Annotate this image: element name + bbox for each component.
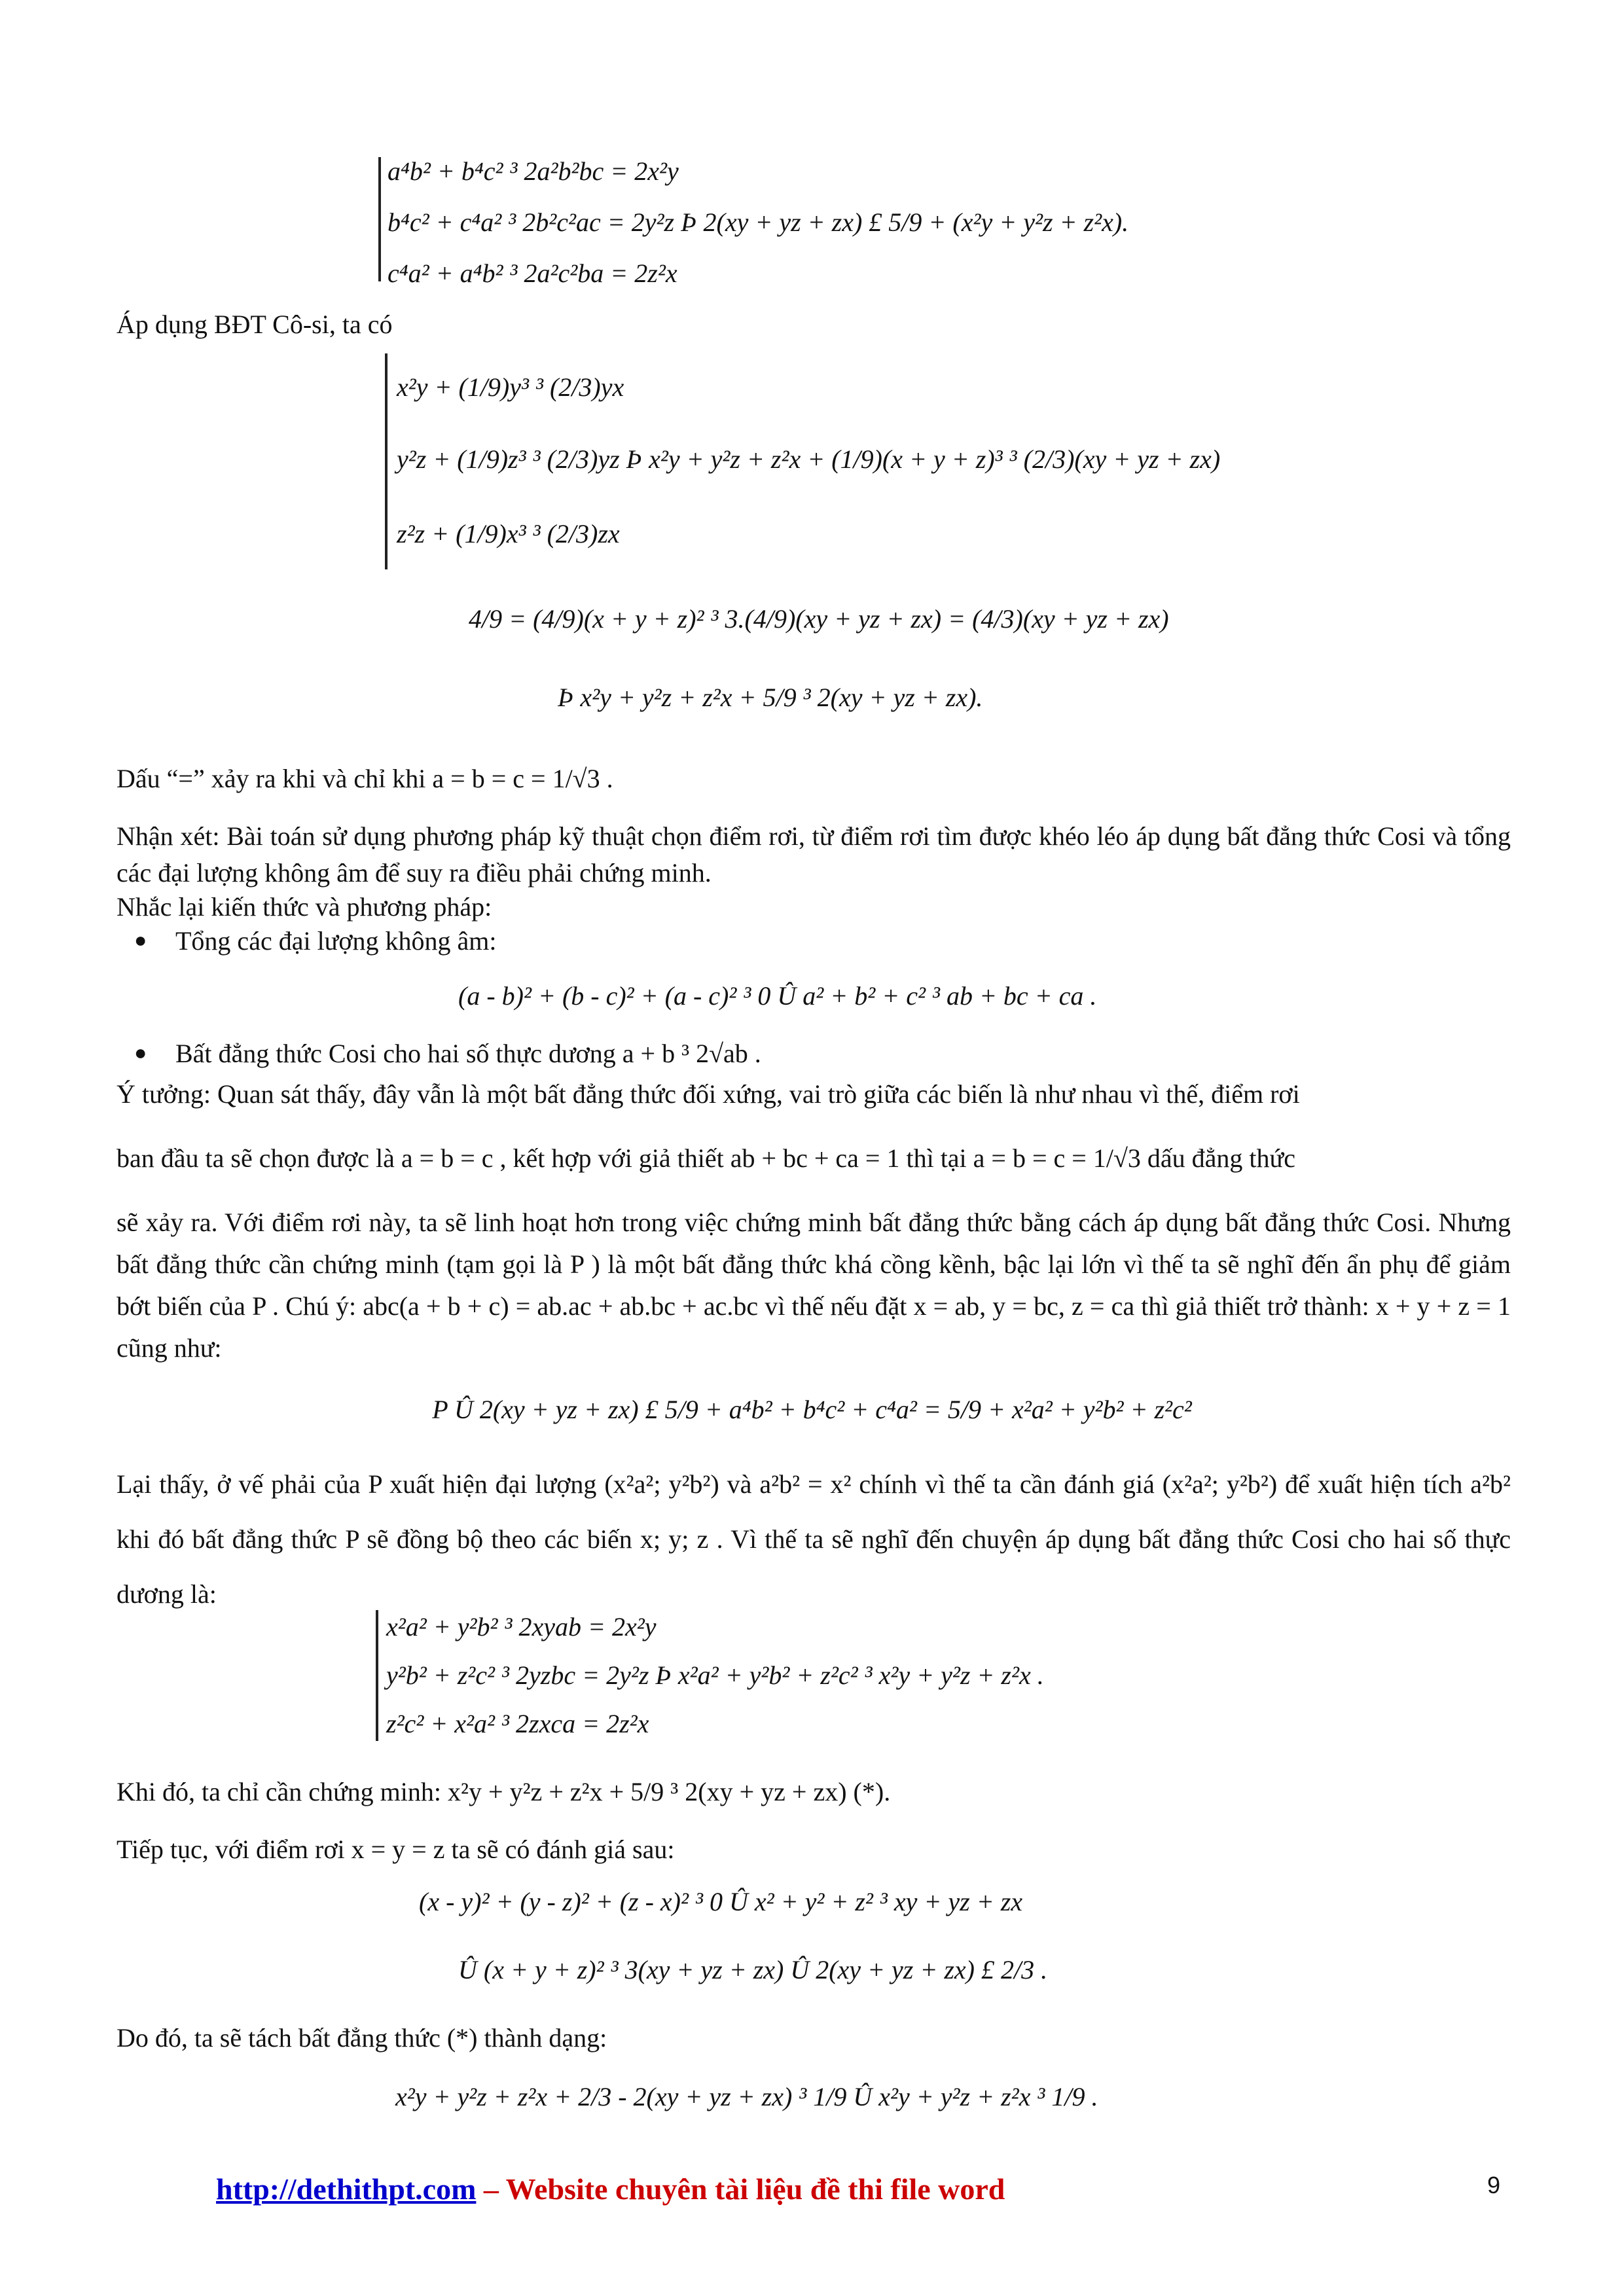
need-prove: Khi đó, ta chỉ cần chứng minh: x²y + y²z + z²x + 5/9 ³ 2(xy + yz + zx) (*). — [117, 1777, 891, 1806]
website-link[interactable]: http://dethithpt.com — [216, 2172, 477, 2206]
left-brace — [378, 157, 381, 281]
equation-P: P Û 2(xy + yz + zx) £ 5/9 + a⁴b² + b⁴c² + c⁴a² = 5/9 + x²a² + y²b² + z²c² — [432, 1395, 1192, 1424]
again-paragraph: Lại thấy, ở vế phải của P xuất hiện đại lượng (x²a²; y²b²) và a²b² = x² chính vì thế ta cần đánh giá (x²a²; y²b²) để xuất hiện tích a²b² khi đó bất đẳng thức P sẽ đồng bộ theo các biến x; y; z . Vì thế ta sẽ nghĩ đến chuyện áp dụng bất đẳng thức Cosi cho hai số thực dương là: — [117, 1469, 1511, 1609]
equation-d: Û (x + y + z)² ³ 3(xy + yz + zx) Û 2(xy + yz + zx) £ 2/3 . — [458, 1955, 1048, 1984]
page-number: 9 — [1487, 2172, 1501, 2198]
remark-paragraph: Nhận xét: Bài toán sử dụng phương pháp kỹ thuật chọn điểm rơi, từ điểm rơi tìm được khéo léo áp dụng bất đẳng thức Cosi và tổng các đại lượng không âm để suy ra điều phải chứng minh. — [117, 821, 1511, 888]
equation-c: (x - y)² + (y - z)² + (z - x)² ³ 0 Û x² + y² + z² ³ xy + yz + zx — [419, 1887, 1023, 1916]
recall-heading: Nhắc lại kiến thức và phương pháp: — [117, 892, 492, 922]
intro-cosi: Áp dụng BĐT Cô-si, ta có — [117, 310, 393, 339]
bullet-2: Bất đẳng thức Cosi cho hai số thực dương a + b ³ 2√ab . — [175, 1039, 761, 1068]
bullet-1: Tổng các đại lượng không âm: — [175, 926, 497, 956]
idea-paragraph: sẽ xảy ra. Với điểm rơi này, ta sẽ linh hoạt hơn trong việc chứng minh bất đẳng thức bằng cách áp dụng bất đẳng thức Cosi. Nhưng bất đẳng thức cần chứng minh (tạm gọi là P ) là một bất đẳng thức khá cồng kềnh, bậc lại lớn vì thế ta sẽ nghĩ đến ẩn phụ để giảm bớt biến của P . Chú ý: abc(a + b + c) = ab.ac + ab.bc + ac.bc vì thế nếu đặt x = ab, y = bc, z = ca thì giả thiết trở thành: x + y + z = 1 cũng như: — [117, 1208, 1511, 1363]
system3-row-1: x²a² + y²b² ³ 2xyab = 2x²y — [386, 1612, 657, 1641]
equation-a: 4/9 = (4/9)(x + y + z)² ³ 3.(4/9)(xy + yz + zx) = (4/3)(xy + yz + zx) — [469, 604, 1169, 634]
bullet-dot: ● — [134, 1041, 147, 1064]
footer — [216, 2172, 1005, 2206]
equation-b: Þ x²y + y²z + z²x + 5/9 ³ 2(xy + yz + zx). — [558, 683, 983, 712]
equality-condition: Dấu “=” xảy ra khi và chỉ khi a = b = c = 1/√3 . — [117, 764, 613, 793]
system3-row-3: z²c² + x²a² ³ 2zxca = 2z²x — [386, 1709, 649, 1738]
split-text: Do đó, ta sẽ tách bất đẳng thức (*) thành dạng: — [117, 2023, 607, 2053]
system2-row-1: x²y + (1/9)y³ ³ (2/3)yx — [397, 372, 624, 402]
system2-row-3: z²z + (1/9)x³ ³ (2/3)zx — [397, 519, 620, 548]
system1-row-2: b⁴c² + c⁴a² ³ 2b²c²ac = 2y²z Þ 2(xy + yz + zx) £ 5/9 + (x²y + y²z + z²x). — [388, 207, 1129, 237]
equation-e: x²y + y²z + z²x + 2/3 - 2(xy + yz + zx) ³ 1/9 Û x²y + y²z + z²x ³ 1/9 . — [395, 2082, 1098, 2111]
equation-nonneg: (a - b)² + (b - c)² + (a - c)² ³ 0 Û a² + b² + c² ³ ab + bc + ca . — [458, 981, 1097, 1011]
idea-line-2: ban đầu ta sẽ chọn được là a = b = c , kết hợp với giả thiết ab + bc + ca = 1 thì tại a = b = c = 1/√3 dấu đẳng thức — [117, 1143, 1295, 1173]
left-brace — [376, 1610, 378, 1741]
footer-tagline: – Website chuyên tài liệu đề thi file word — [476, 2172, 1005, 2206]
idea-line-1: Ý tưởng: Quan sát thấy, đây vẫn là một bất đẳng thức đối xứng, vai trò giữa các biến là như nhau vì thế, điểm rơi — [117, 1079, 1300, 1109]
system1-row-1: a⁴b² + b⁴c² ³ 2a²b²bc = 2x²y — [388, 156, 679, 186]
system3-row-2: y²b² + z²c² ³ 2yzbc = 2y²z Þ x²a² + y²b² + z²c² ³ x²y + y²z + z²x . — [386, 1660, 1044, 1690]
continue-text: Tiếp tục, với điểm rơi x = y = z ta sẽ có đánh giá sau: — [117, 1835, 675, 1864]
bullet-dot: ● — [134, 928, 147, 952]
left-brace — [385, 353, 388, 569]
system2-row-2: y²z + (1/9)z³ ³ (2/3)yz Þ x²y + y²z + z²x + (1/9)(x + y + z)³ ³ (2/3)(xy + yz + zx) — [397, 444, 1221, 474]
system1-row-3: c⁴a² + a⁴b² ³ 2a²c²ba = 2z²x — [388, 259, 677, 288]
